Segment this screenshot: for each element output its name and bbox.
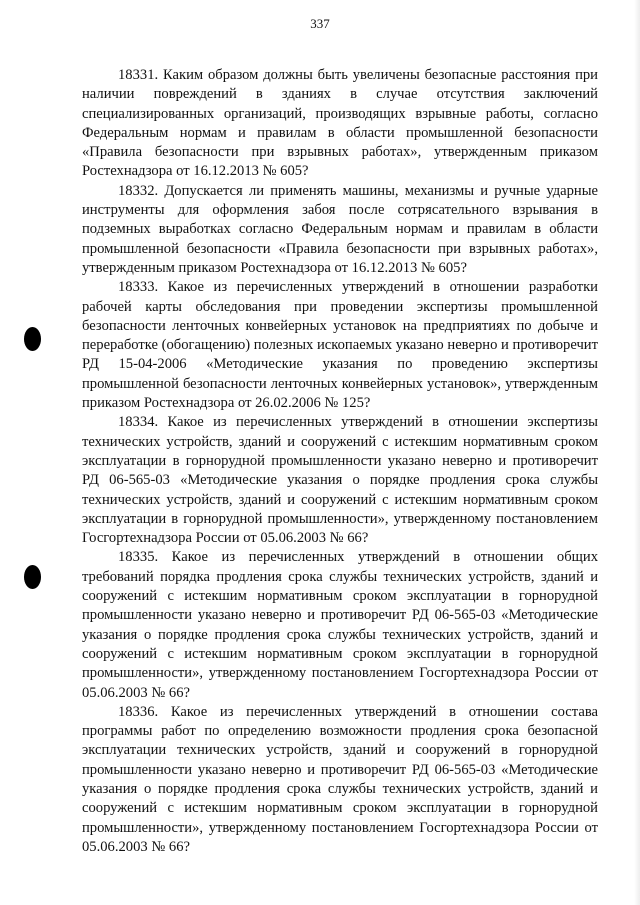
question-18335: 18335. Какое из перечисленных утверждений в отношении общих требований порядка продления срока службы технических устройств, зданий и сооружений с истекшим нормативным сроком эксплуатации в горнорудной промышленности указано неверно и противоречит РД 06-565-03 «Методические указания о порядке продления срока службы технических устройств, зданий и сооружений с истекшим нормативным сроком эксплуатации в горнорудной промышленности», утвержденному постановлением Госгортехнадзора России от 05.06.2003 № 66?	[82, 549, 598, 701]
question-18333: 18333. Какое из перечисленных утверждений в отношении разработки рабочей карты обследования при проведении экспертизы промышленной безопасности ленточных конвейерных установок на предприятиях по добыче и переработке (обогащению) полезных ископаемых указано неверно и противоречит РД 15-04-2006 «Методические указания по проведению экспертизы промышленной безопасности ленточных конвейерных установок», утвержденным приказом Ростехнадзора от 26.02.2006 № 125?	[82, 279, 598, 412]
page-number: 337	[310, 16, 330, 31]
question-18332: 18332. Допускается ли применять машины, механизмы и ручные ударные инструменты для оформления забоя после сотрясательного взрывания в подземных выработках согласно Федеральным нормам и правилам в области промышленной безопасности «Правила безопасности при взрывных работах», утвержденным приказом Ростехнадзора от 16.12.2013 № 605?	[82, 182, 598, 276]
question-list	[82, 66, 598, 857]
punch-hole-lower	[24, 565, 41, 589]
question-18334: 18334. Какое из перечисленных утверждений в отношении экспертизы технических устройств, зданий и сооружений с истекшим нормативным сроком эксплуатации в горнорудной промышленности указано неверно и противоречит РД 06-565-03 «Методические указания о порядке продления срока службы технических устройств, зданий и сооружений с истекшим нормативным сроком эксплуатации в горнорудной промышленности», утвержденному постановлением Госгортехнадзора России от 05.06.2003 № 66?	[82, 414, 598, 547]
question-18331: 18331. Каким образом должны быть увеличены безопасные расстояния при наличии повреждений в зданиях в случае отсутствия заключений специализированных организаций, производящих взрывные работы, согласно Федеральным нормам и правилам в области промышленной безопасности «Правила безопасности при взрывных работах», утвержденным приказом Ростехнадзора от 16.12.2013 № 605?	[82, 67, 598, 180]
punch-hole-upper	[24, 327, 41, 351]
question-18336: 18336. Какое из перечисленных утверждений в отношении состава программы работ по определению возможности продления срока безопасной эксплуатации технических устройств, зданий и сооружений в горнорудной промышленности указано неверно и противоречит РД 06-565-03 «Методические указания о порядке продления срока службы технических устройств, зданий и сооружений с истекшим нормативным сроком эксплуатации в горнорудной промышленности», утвержденному постановлением Госгортехнадзора России от 05.06.2003 № 66?	[82, 703, 598, 855]
scan-edge-shadow	[634, 0, 640, 905]
